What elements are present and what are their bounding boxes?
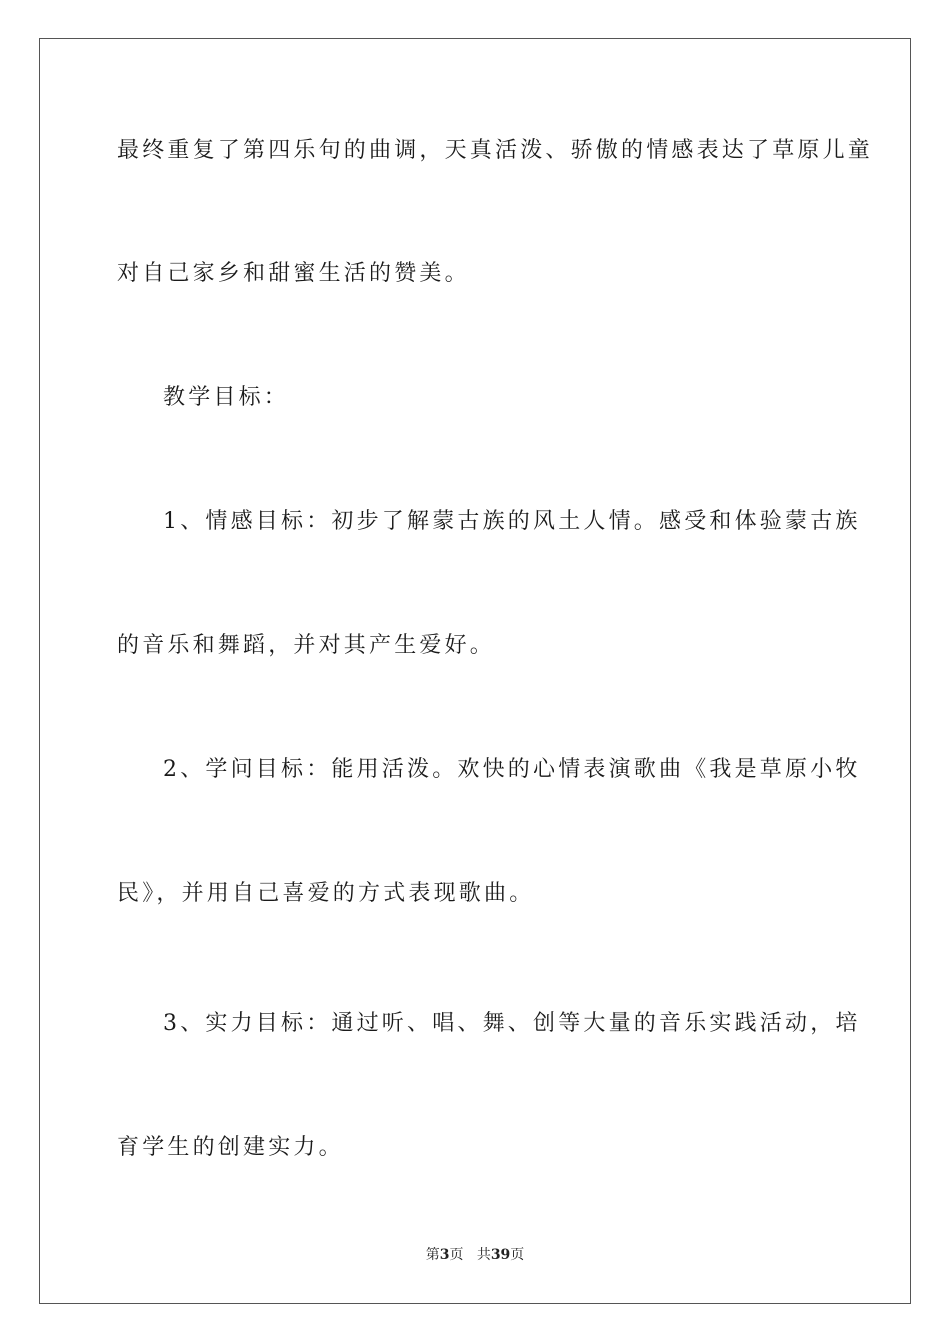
paragraph-3-line-2: 的音乐和舞蹈，并对其产生爱好。: [117, 633, 496, 658]
page-border: [39, 38, 911, 1304]
paragraph-5-line-1: 3、实力目标：通过听、唱、舞、创等大量的音乐实践活动，培: [163, 1011, 861, 1036]
section-heading-teaching-goals: 教学目标：: [163, 385, 290, 410]
footer-prefix: 第: [425, 1247, 440, 1263]
footer-total-suffix: 页: [510, 1247, 525, 1263]
paragraph-4-line-2: 民》，并用自己喜爱的方式表现歌曲。: [117, 881, 535, 906]
paragraph-5-line-2: 育学生的创建实力。: [117, 1135, 344, 1160]
footer-total-prefix: 共: [476, 1247, 491, 1263]
paragraph-1-line-2: 对自己家乡和甜蜜生活的赞美。: [117, 261, 470, 286]
paragraph-3-line-1: 1、情感目标：初步了解蒙古族的风土人情。感受和体验蒙古族: [163, 509, 861, 534]
footer-total-pages: 39: [490, 1247, 511, 1263]
footer-page-suffix: 页: [449, 1247, 464, 1263]
paragraph-1-line-1: 最终重复了第四乐句的曲调，天真活泼、骄傲的情感表达了草原儿童: [117, 138, 874, 163]
paragraph-4-line-1: 2、学问目标：能用活泼。欢快的心情表演歌曲《我是草原小牧: [163, 757, 861, 782]
footer-current-page: 3: [439, 1247, 450, 1263]
page-footer: [0, 1246, 950, 1264]
